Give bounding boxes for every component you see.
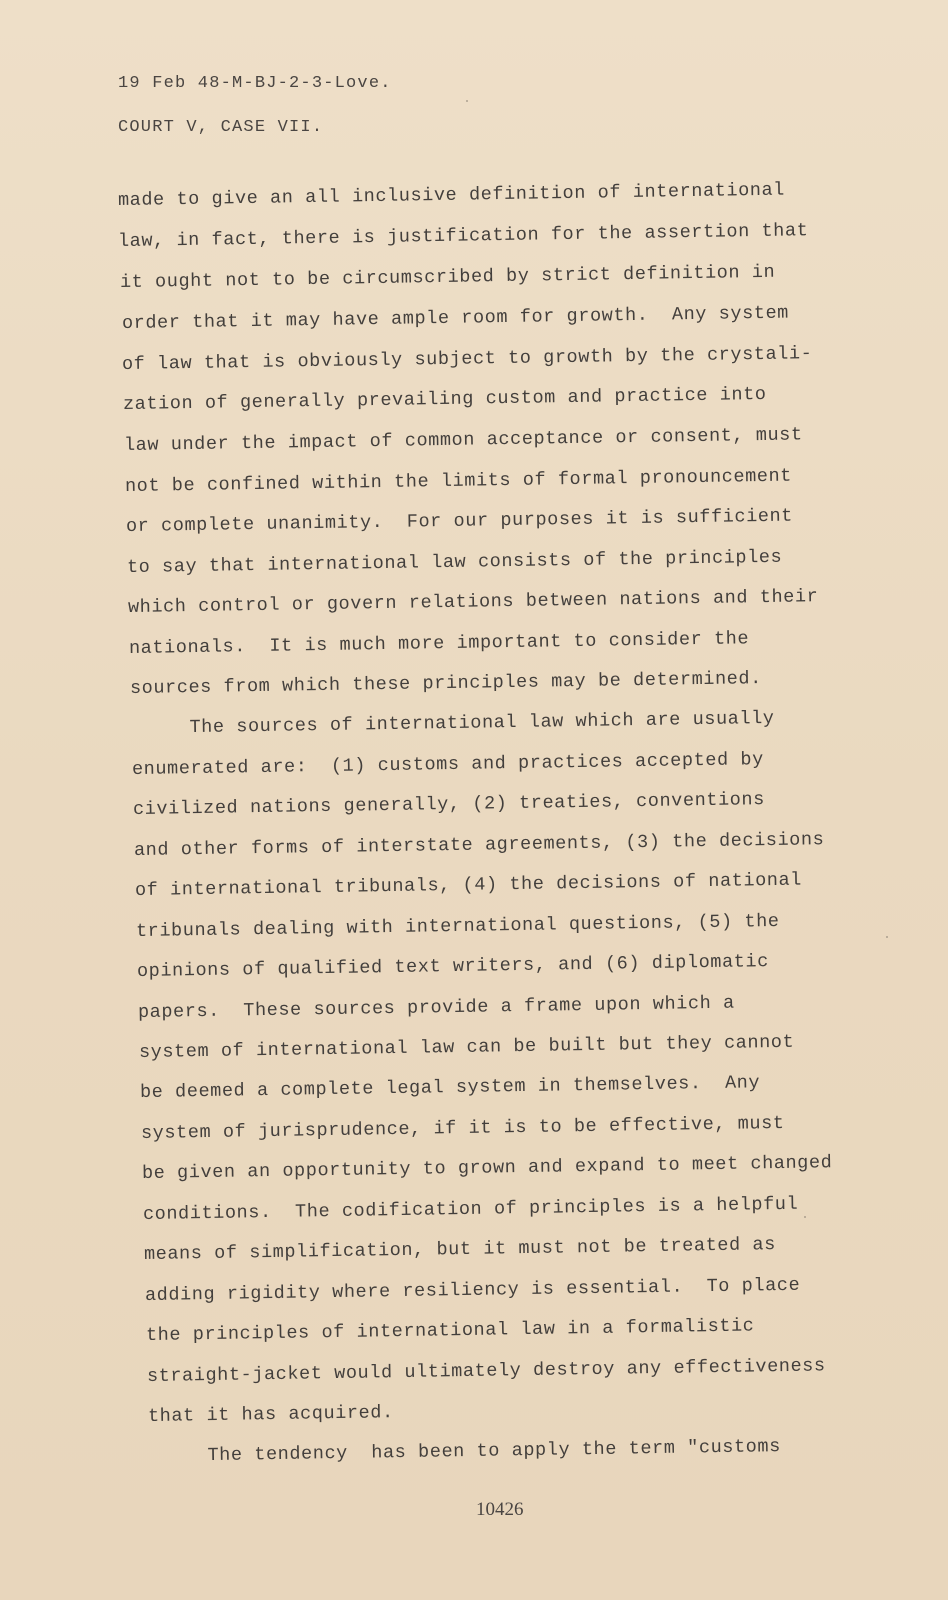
body-line: the principles of international law in a formalistic [145, 1315, 755, 1346]
body-line: papers. These sources provide a frame upon which a [137, 992, 735, 1023]
body-line: nationals. It is much more important to consider the [128, 628, 750, 659]
body-line: tribunals dealing with international questions, (5) the [135, 910, 780, 942]
body-line: of international tribunals, (4) the decisions of national [134, 869, 803, 901]
body-line: system of jurisprudence, if it is to be effective, must [140, 1112, 785, 1144]
body-line: means of simplification, but it must not be treated as [143, 1234, 776, 1265]
body-line: opinions of qualified text writers, and (6) diplomatic [136, 951, 769, 982]
paper-speck [886, 936, 888, 938]
body-line: civilized nations generally, (2) treaties, conventions [132, 789, 765, 820]
page-number: 10426 [476, 1499, 524, 1520]
body-line: enumerated are: (1) customs and practices accepted by [131, 749, 764, 780]
body-line: to say that international law consists of the principles [126, 546, 783, 578]
body-line: The sources of international law which are usually [130, 707, 775, 739]
body-line: straight-jacket would ultimately destroy any effectiveness [146, 1355, 826, 1387]
paper-speck [804, 1216, 806, 1218]
body-line: law, in fact, there is justification for the assertion that [117, 220, 809, 252]
body-line: zation of generally prevailing custom and practice into [122, 383, 767, 415]
body-line: conditions. The codification of principles is a helpful [142, 1193, 799, 1225]
body-line: not be confined within the limits of formal pronouncement [124, 465, 793, 497]
body-line: system of international law can be built but they cannot [138, 1031, 795, 1063]
body-line: be deemed a complete legal system in themselves. Any [139, 1072, 761, 1103]
body-line: made to give an all inclusive definition of international [117, 179, 786, 211]
body-line: of law that is obviously subject to growth by the crystali- [121, 343, 813, 375]
body-line: it ought not to be circumscribed by strict definition in [119, 261, 776, 293]
body-line: law under the impact of common acceptance or consent, must [123, 424, 803, 456]
document-reference-header: 19 Feb 48-M-BJ-2-3-Love. [118, 74, 392, 93]
body-line: order that it may have ample room for growth. Any system [121, 302, 790, 334]
body-line: be given an opportunity to grown and expand to meet changed [141, 1152, 833, 1184]
court-case-header: COURT V, CASE VII. [118, 118, 324, 137]
body-line: that it has acquired. [147, 1402, 394, 1427]
body-line: sources from which these principles may be determined. [129, 668, 762, 699]
paper-speck [466, 100, 468, 102]
body-line: The tendency has been to apply the term "customs [148, 1436, 781, 1467]
body-line: adding rigidity where resiliency is essential. To place [144, 1274, 801, 1306]
body-line: or complete unanimity. For our purposes it is sufficient [125, 505, 794, 537]
body-line: which control or govern relations between nations and their [127, 586, 819, 618]
body-line: and other forms of interstate agreements, (3) the decisions [133, 829, 825, 861]
